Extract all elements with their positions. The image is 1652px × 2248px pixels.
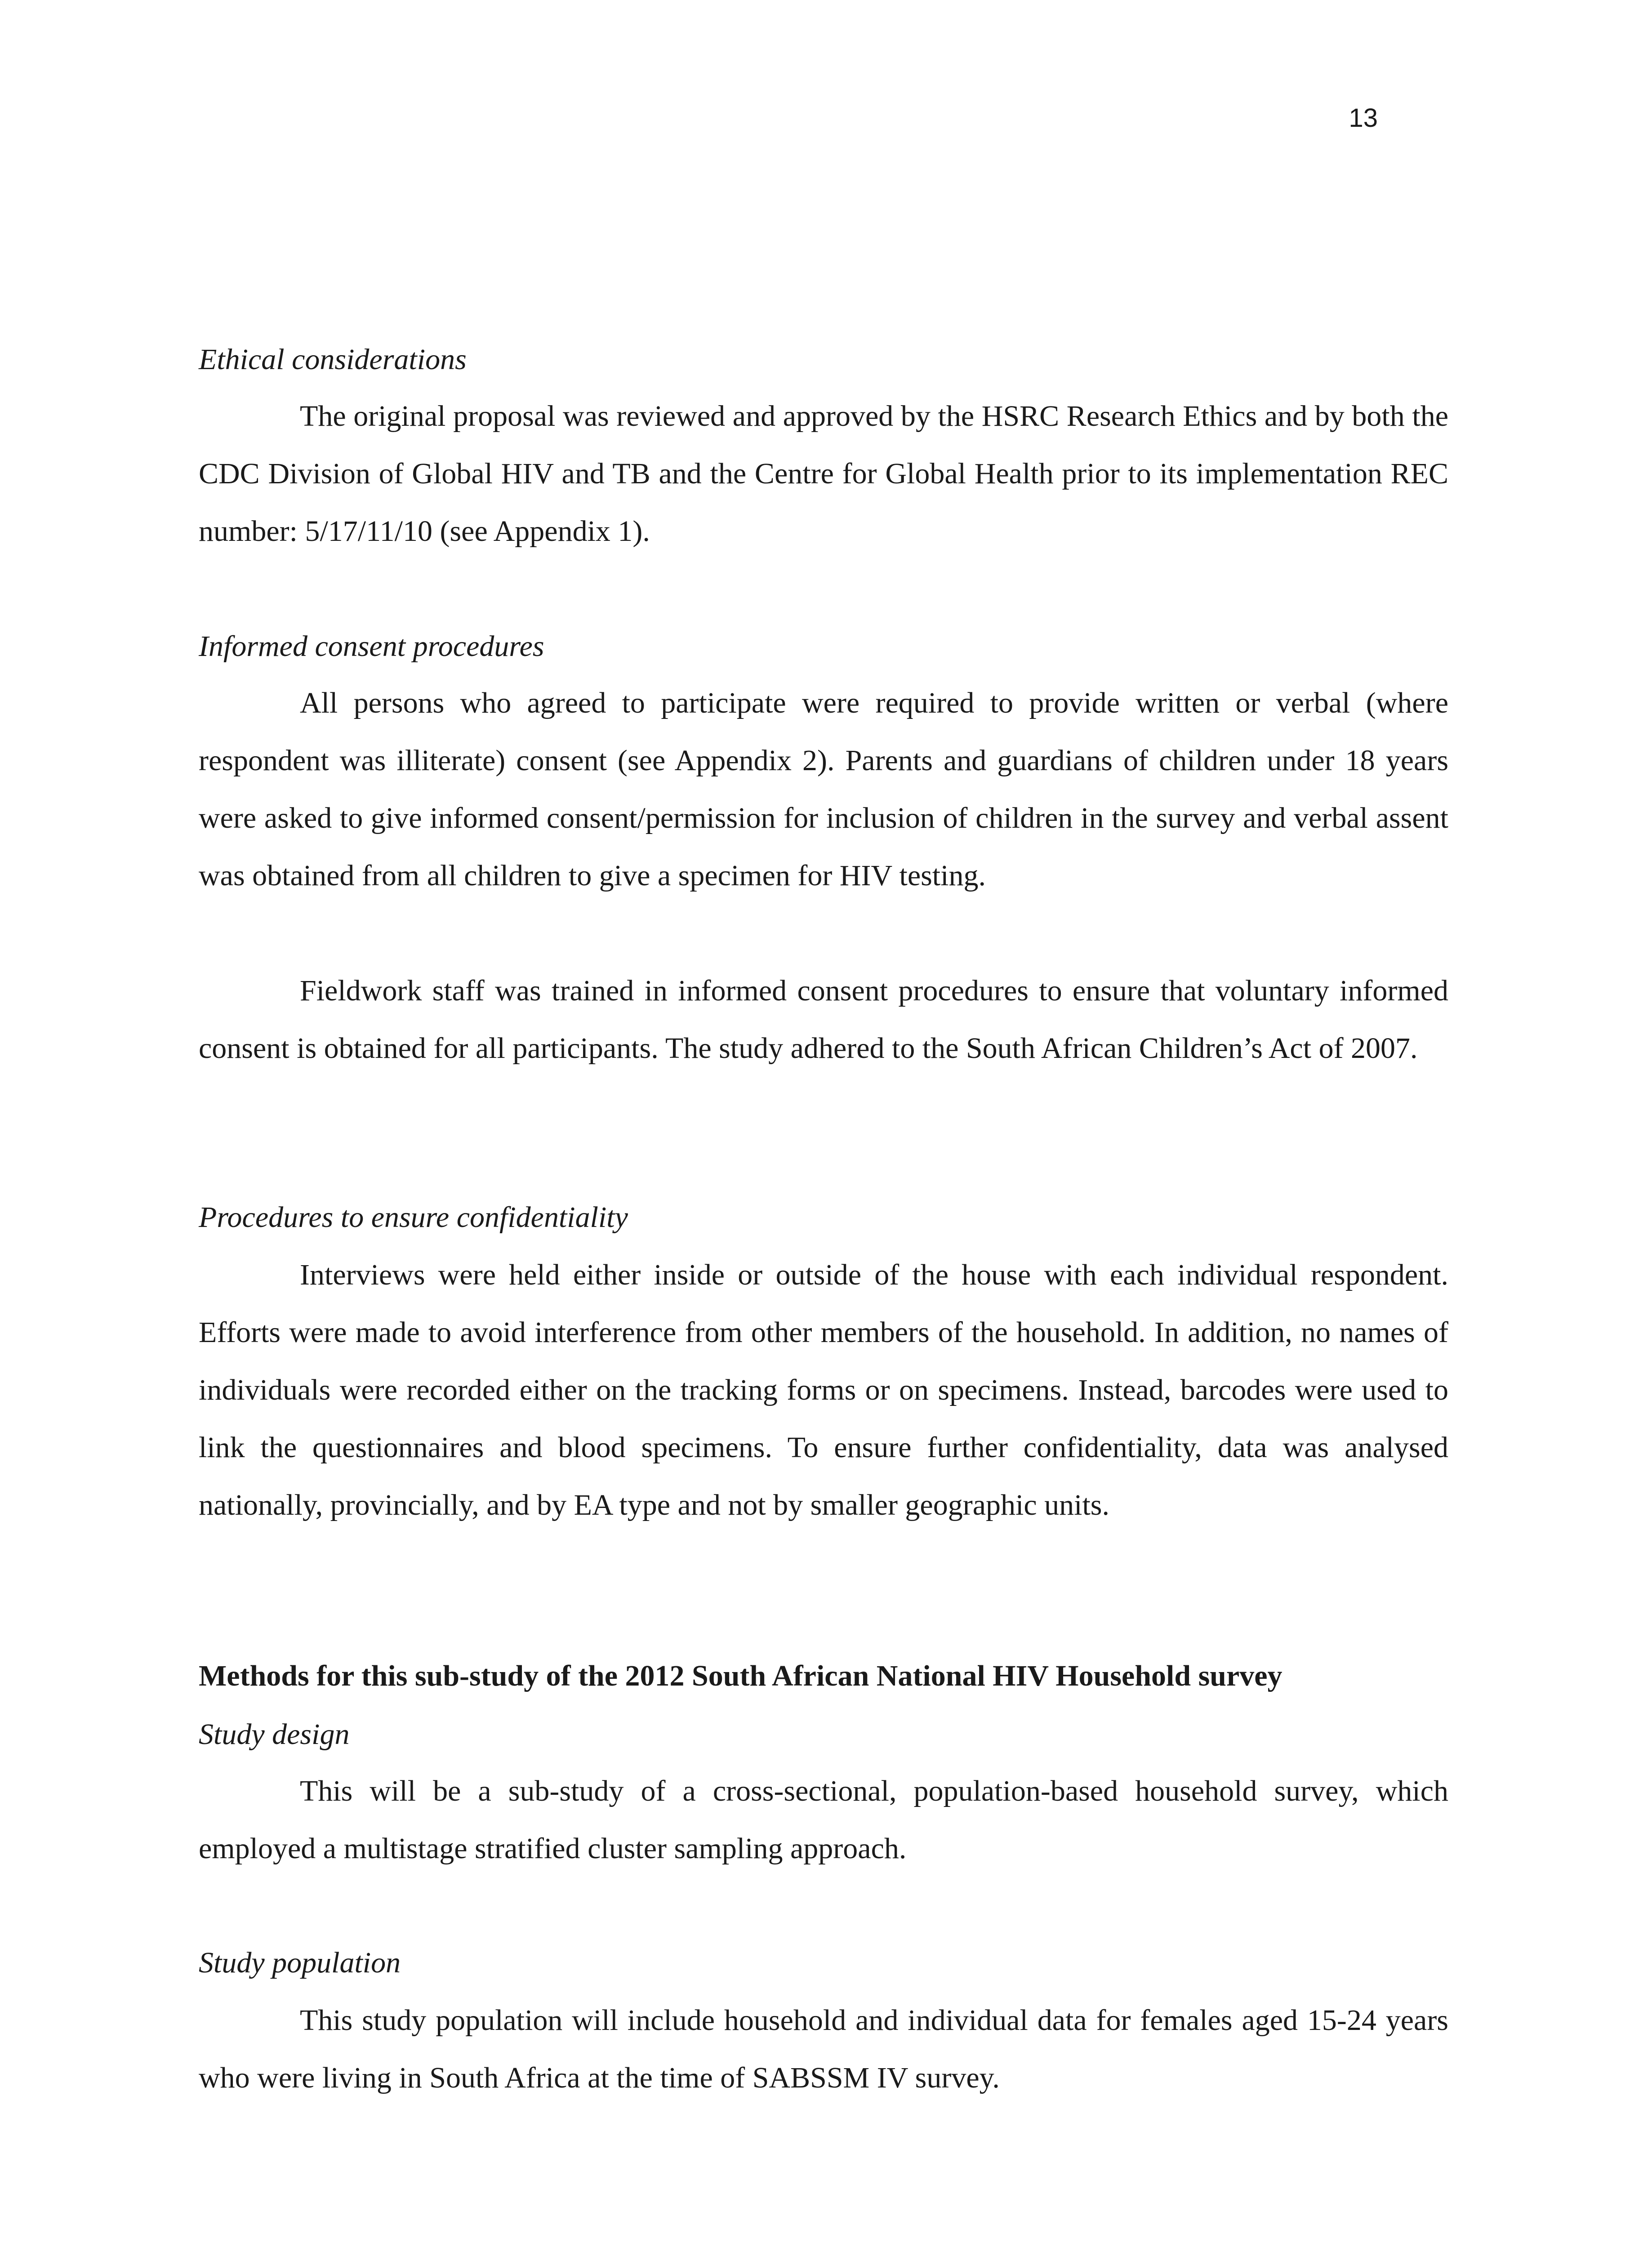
consent-paragraph-2	[199, 962, 1448, 1077]
confidentiality-paragraph	[199, 1246, 1448, 1534]
page-number: 13	[1349, 103, 1378, 133]
section-heading-study-design: Study design	[199, 1718, 350, 1751]
section-heading-ethical-considerations: Ethical considerations	[199, 343, 467, 376]
section-heading-confidentiality: Procedures to ensure confidentiality	[199, 1201, 628, 1234]
study-design-paragraph	[199, 1762, 1448, 1878]
study-population-paragraph-text: This study population will include household and individual data for females aged 15-24 years who were living in South Africa at the time of SABSSM IV survey.	[199, 2004, 1448, 2094]
confidentiality-paragraph-text: Interviews were held either inside or outside of the house with each individual respondent. Efforts were made to avoid interference from other members of the household. In addition, no names of individuals were recorded either on the tracking forms or on specimens. Instead, barcodes were used to link the questionnaires and blood specimens. To ensure further confidentiality, data was analysed nationally, provincially, and by EA type and not by smaller geographic units.	[199, 1258, 1448, 1521]
study-population-paragraph	[199, 1992, 1448, 2107]
consent-paragraph-1-text: All persons who agreed to participate were required to provide written or verbal (where respondent was illiterate) consent (see Appendix 2). Parents and guardians of children under 18 years were asked to give informed consent/permission for inclusion of children in the survey and verbal assent was obtained from all children to give a specimen for HIV testing.	[199, 687, 1448, 892]
section-heading-informed-consent: Informed consent procedures	[199, 630, 544, 663]
ethical-paragraph-text: The original proposal was reviewed and approved by the HSRC Research Ethics and by both the CDC Division of Global HIV and TB and the Centre for Global Health prior to its implementation REC number: 5/17/11/10 (see Appendix 1).	[199, 400, 1448, 548]
consent-paragraph-1	[199, 674, 1448, 905]
section-heading-study-population: Study population	[199, 1946, 401, 1979]
methods-heading: Methods for this sub-study of the 2012 South African National HIV Household survey	[199, 1659, 1282, 1692]
consent-paragraph-2-text: Fieldwork staff was trained in informed consent procedures to ensure that voluntary informed consent is obtained for all participants. The study adhered to the South African Children’s Act of 2007.	[199, 974, 1448, 1065]
study-design-paragraph-text: This will be a sub-study of a cross-sectional, population-based household survey, which employed a multistage stratified cluster sampling approach.	[199, 1775, 1448, 1865]
ethical-paragraph	[199, 388, 1448, 560]
